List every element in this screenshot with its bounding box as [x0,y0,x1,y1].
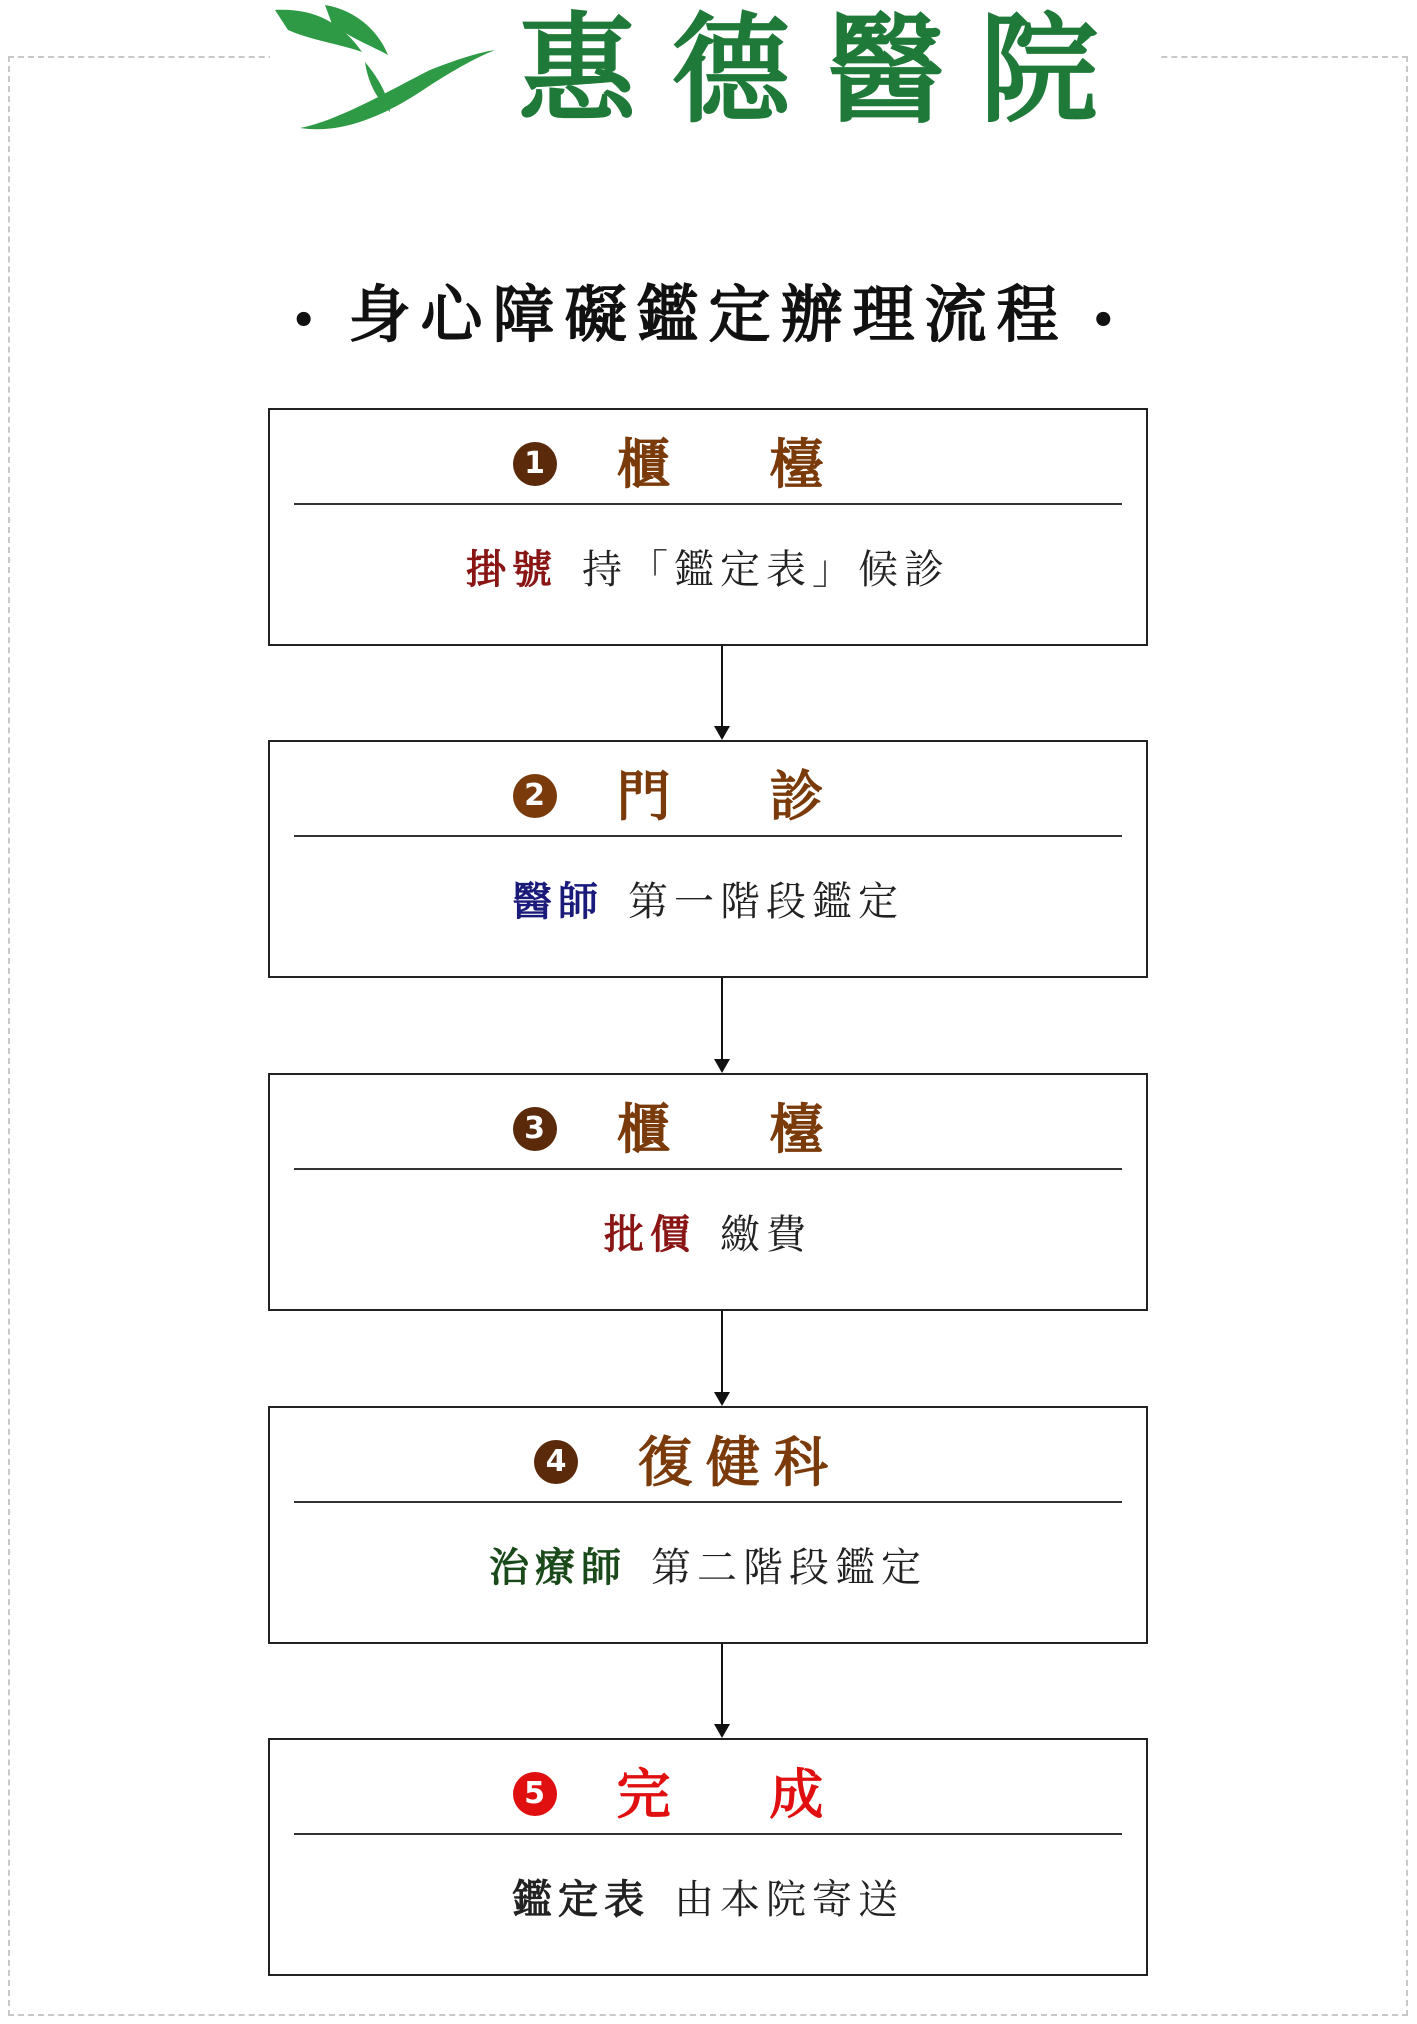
step-number-badge: 2 [513,774,557,818]
step-detail: 繳費 [720,1212,812,1258]
step-heading [270,1430,1146,1494]
step-divider [294,1501,1122,1503]
flow-arrow-3 [721,1311,723,1404]
step-detail: 第一階段鑑定 [628,879,904,925]
step-description [270,538,1146,595]
step-number-badge: 5 [513,1772,557,1816]
title-bullet-left: • [290,296,327,344]
step-name: 櫃 檯 [616,1097,864,1161]
arrowhead [714,1392,730,1406]
step-role: 鑑定表 [512,1876,650,1923]
flow-arrow-2 [721,978,723,1071]
arrowhead [714,726,730,740]
step-divider [294,1168,1122,1170]
step-divider [294,835,1122,837]
step-detail: 持「鑑定表」候診 [582,547,950,593]
step-number-badge: 3 [513,1107,557,1151]
step-name: 門 診 [616,764,864,828]
flow-arrow-4 [721,1644,723,1736]
step-number-badge: 4 [534,1440,578,1484]
step-box-4 [268,1406,1148,1644]
step-box-3 [268,1073,1148,1311]
flow-arrow-1 [721,646,723,738]
logo-leaf-swoosh [300,50,495,129]
hospital-header [270,0,1160,140]
step-heading [270,432,1146,496]
step-description [270,1868,1146,1925]
step-box-5 [268,1738,1148,1976]
step-role: 醫師 [512,878,604,925]
step-divider [294,503,1122,505]
step-box-1 [268,408,1148,646]
step-heading [270,764,1146,828]
step-description [270,1203,1146,1260]
step-role: 批價 [604,1211,696,1258]
step-divider [294,1833,1122,1835]
step-heading [270,1762,1146,1826]
step-description [270,1536,1146,1593]
hospital-logo [270,0,500,140]
step-name: 完 成 [616,1762,864,1826]
arrowhead [714,1724,730,1738]
step-detail: 由本院寄送 [674,1877,904,1923]
step-name: 櫃 檯 [616,432,864,496]
title-bullet-right: • [1090,296,1127,344]
hospital-name: 惠德醫院 [518,0,1135,139]
step-role: 掛號 [466,546,558,593]
arrowhead [714,1059,730,1073]
step-detail: 第二階段鑑定 [651,1545,927,1591]
page-title [0,265,1417,354]
step-role: 治療師 [489,1544,627,1591]
step-name: 復健科 [638,1430,842,1494]
step-box-2 [268,740,1148,978]
step-heading [270,1097,1146,1161]
step-description [270,870,1146,927]
step-number-badge: 1 [513,442,557,486]
page-title-text: 身心障礙鑑定辦理流程 [348,278,1069,351]
